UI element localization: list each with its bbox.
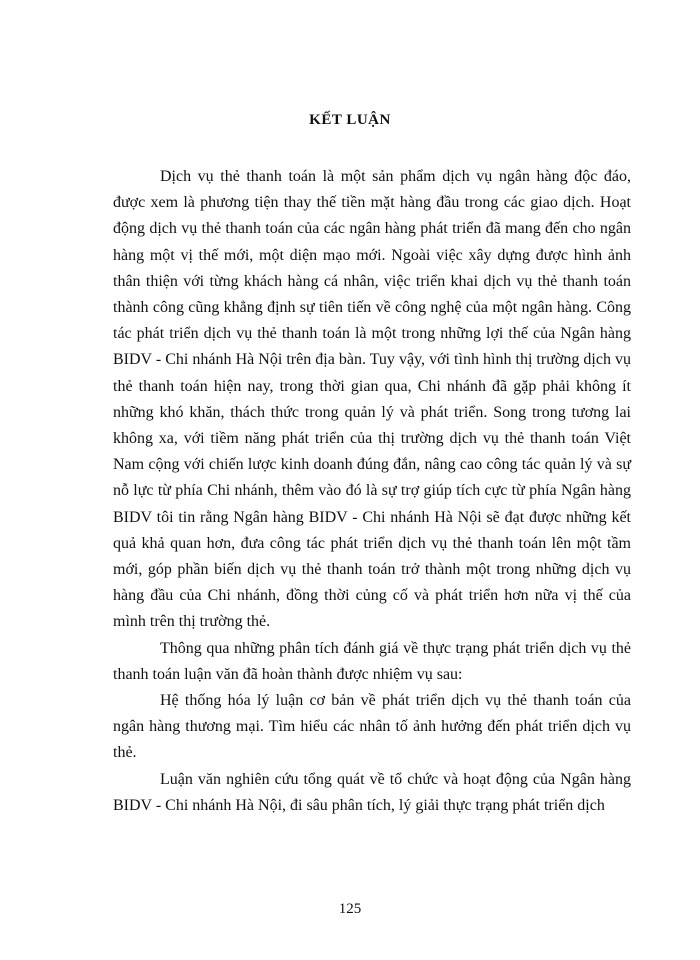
paragraph-2: Thông qua những phân tích đánh giá về thực trạng phát triển dịch vụ thẻ thanh toán luận văn đã hoàn thành được nhiệm vụ sau: [113,639,631,683]
page-number: 125 [338,901,362,917]
paragraph-4: Luận văn nghiên cứu tổng quát về tổ chức và hoạt động của Ngân hàng BIDV - Chi nhánh Hà Nội, đi sâu phân tích, lý giải thực trạng phát triển dịch [113,770,631,814]
body-text [113,164,631,819]
paragraph-3: Hệ thống hóa lý luận cơ bản về phát triển dịch vụ thẻ thanh toán của ngân hàng thương mại. Tìm hiểu các nhân tố ảnh hưởng đến phát triển dịch vụ thẻ. [113,692,631,762]
page-title: KẾT LUẬN [309,112,391,128]
paragraph-1: Dịch vụ thẻ thanh toán là một sản phẩm dịch vụ ngân hàng độc đáo, được xem là phương tiện thay thế tiền mặt hàng đầu trong các giao dịch. Hoạt động dịch vụ thẻ thanh toán của các ngân hàng phát triển đã mang đến cho ngân hàng một vị thế mới, một diện mạo mới. Ngoài việc xây dựng được hình ảnh thân thiện với từng khách hàng cá nhân, việc triển khai dịch vụ thẻ thanh toán thành công cũng khẳng định sự tiên tiến về công nghệ của một ngân hàng. Công tác phát triển dịch vụ thẻ thanh toán là một trong những lợi thế của Ngân hàng BIDV - Chi nhánh Hà Nội trên địa bàn. Tuy vậy, với tình hình thị trường dịch vụ thẻ thanh toán hiện nay, trong thời gian qua, Chi nhánh đã gặp phải không ít những khó khăn, thách thức trong quản lý và phát triển. Song trong tương lai không xa, với tiềm năng phát triển của thị trường dịch vụ thẻ thanh toán Việt Nam cộng với chiến lược kinh doanh đúng đắn, nâng cao công tác quản lý và sự nỗ lực từ phía Chi nhánh, thêm vào đó là sự trợ giúp tích cực từ phía Ngân hàng BIDV tôi tin rằng Ngân hàng BIDV - Chi nhánh Hà Nội sẽ đạt được những kết quả khả quan hơn, đưa công tác phát triển dịch vụ thẻ thanh toán lên một tầm mới, góp phần biến dịch vụ thẻ thanh toán trở thành một trong những dịch vụ hàng đầu của Chi nhánh, đồng thời củng cố và phát triển hơn nữa vị thế của mình trên thị trường thẻ. [113,168,631,631]
